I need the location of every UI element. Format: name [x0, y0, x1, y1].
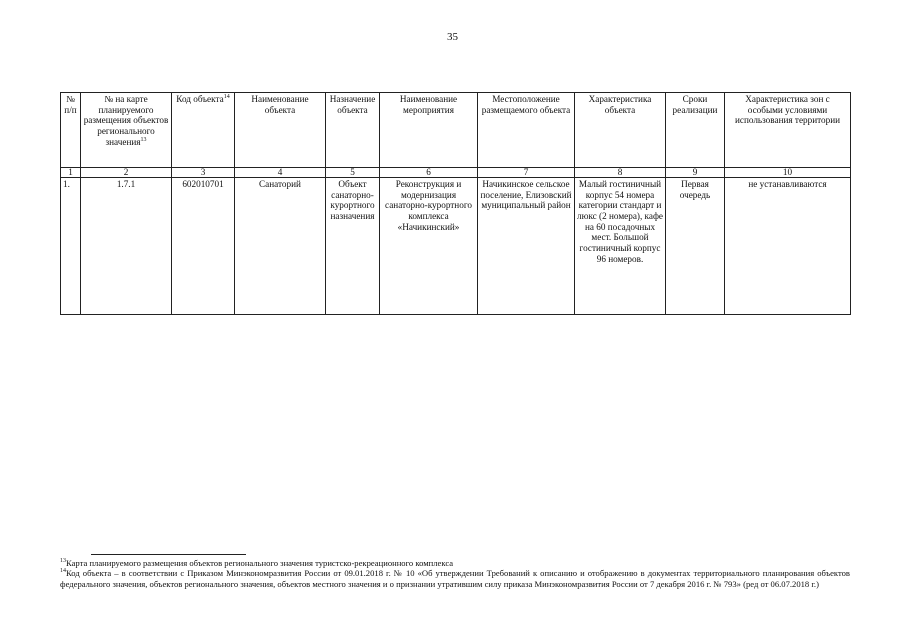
cell-location: Начикинское сельское поселение, Елизовский муниципальный район [478, 178, 575, 315]
cell-zones: не устанавливаются [725, 178, 851, 315]
header-row [61, 93, 851, 168]
footnote-14 [60, 568, 850, 589]
page-number: 35 [447, 31, 458, 43]
header-cell-terms: Сроки реализации [666, 93, 725, 168]
cell-purpose: Объект санаторно-курортного назначения [326, 178, 380, 315]
column-number: 6 [380, 168, 478, 178]
column-number: 10 [725, 168, 851, 178]
cell-object-name: Санаторий [235, 178, 326, 315]
footnote-mark: 14 [60, 568, 66, 575]
header-cell-measure-name: Наименование мероприятия [380, 93, 478, 168]
header-cell-zones: Характеристика зон с особыми условиями использования территории [725, 93, 851, 168]
column-number: 7 [478, 168, 575, 178]
footnotes [60, 558, 850, 589]
footnote-separator [91, 554, 246, 555]
header-cell-location: Местоположение размещаемого объекта [478, 93, 575, 168]
cell-terms: Первая очередь [666, 178, 725, 315]
cell-measure-name: Реконструкция и модернизация санаторно-курортного комплекса «Начикинский» [380, 178, 478, 315]
footnote-mark: 13 [60, 558, 66, 565]
footnote-text: Код объекта – в соответствии с Приказом Минэкономразвития России от 09.01.2018 г. № 10 «Об утверждении Требований к описанию и отображению в документах территориального планирования объектов федерального значения, объектов регионального значения, объектов местного значения и о признании утратившим силу приказа Минэкономразвития России от 7 декабря 2016 г. № 793» (ред от 06.07.2018 г.) [60, 568, 850, 589]
column-number: 3 [172, 168, 235, 178]
header-cell-map-number: № на карте планируемого размещения объектов регионального значения$^{13}$ [81, 93, 172, 168]
footnote-text: Карта планируемого размещения объектов регионального значения туристско-рекреационного комплекса [66, 558, 454, 568]
table-row [61, 178, 851, 315]
cell-characteristics: Малый гостиничный корпус 54 номера категории стандарт и люкс (2 номера), кафе на 60 посадочных мест. Большой гостиничный корпус 96 номеров. [575, 178, 666, 315]
column-number: 1 [61, 168, 81, 178]
footnote-ref-14: 14 [223, 93, 230, 100]
column-number: 5 [326, 168, 380, 178]
header-cell-object-name: Наименование объекта [235, 93, 326, 168]
column-number: 8 [575, 168, 666, 178]
header-cell-object-code: Код объекта$^{14}$ [172, 93, 235, 168]
header-cell-number: № п/п [61, 93, 81, 168]
header-cell-characteristics: Характеристика объекта [575, 93, 666, 168]
cell-number: 1. [61, 178, 81, 315]
column-number: 2 [81, 168, 172, 178]
planned-objects-table [60, 92, 851, 315]
cell-object-code: 602010701 [172, 178, 235, 315]
column-number: 9 [666, 168, 725, 178]
column-number-row [61, 168, 851, 178]
column-number: 4 [235, 168, 326, 178]
cell-map-number: 1.7.1 [81, 178, 172, 315]
footnote-ref-13: 13 [140, 136, 147, 143]
footnote-13 [60, 558, 850, 568]
header-cell-purpose: Назначение объекта [326, 93, 380, 168]
